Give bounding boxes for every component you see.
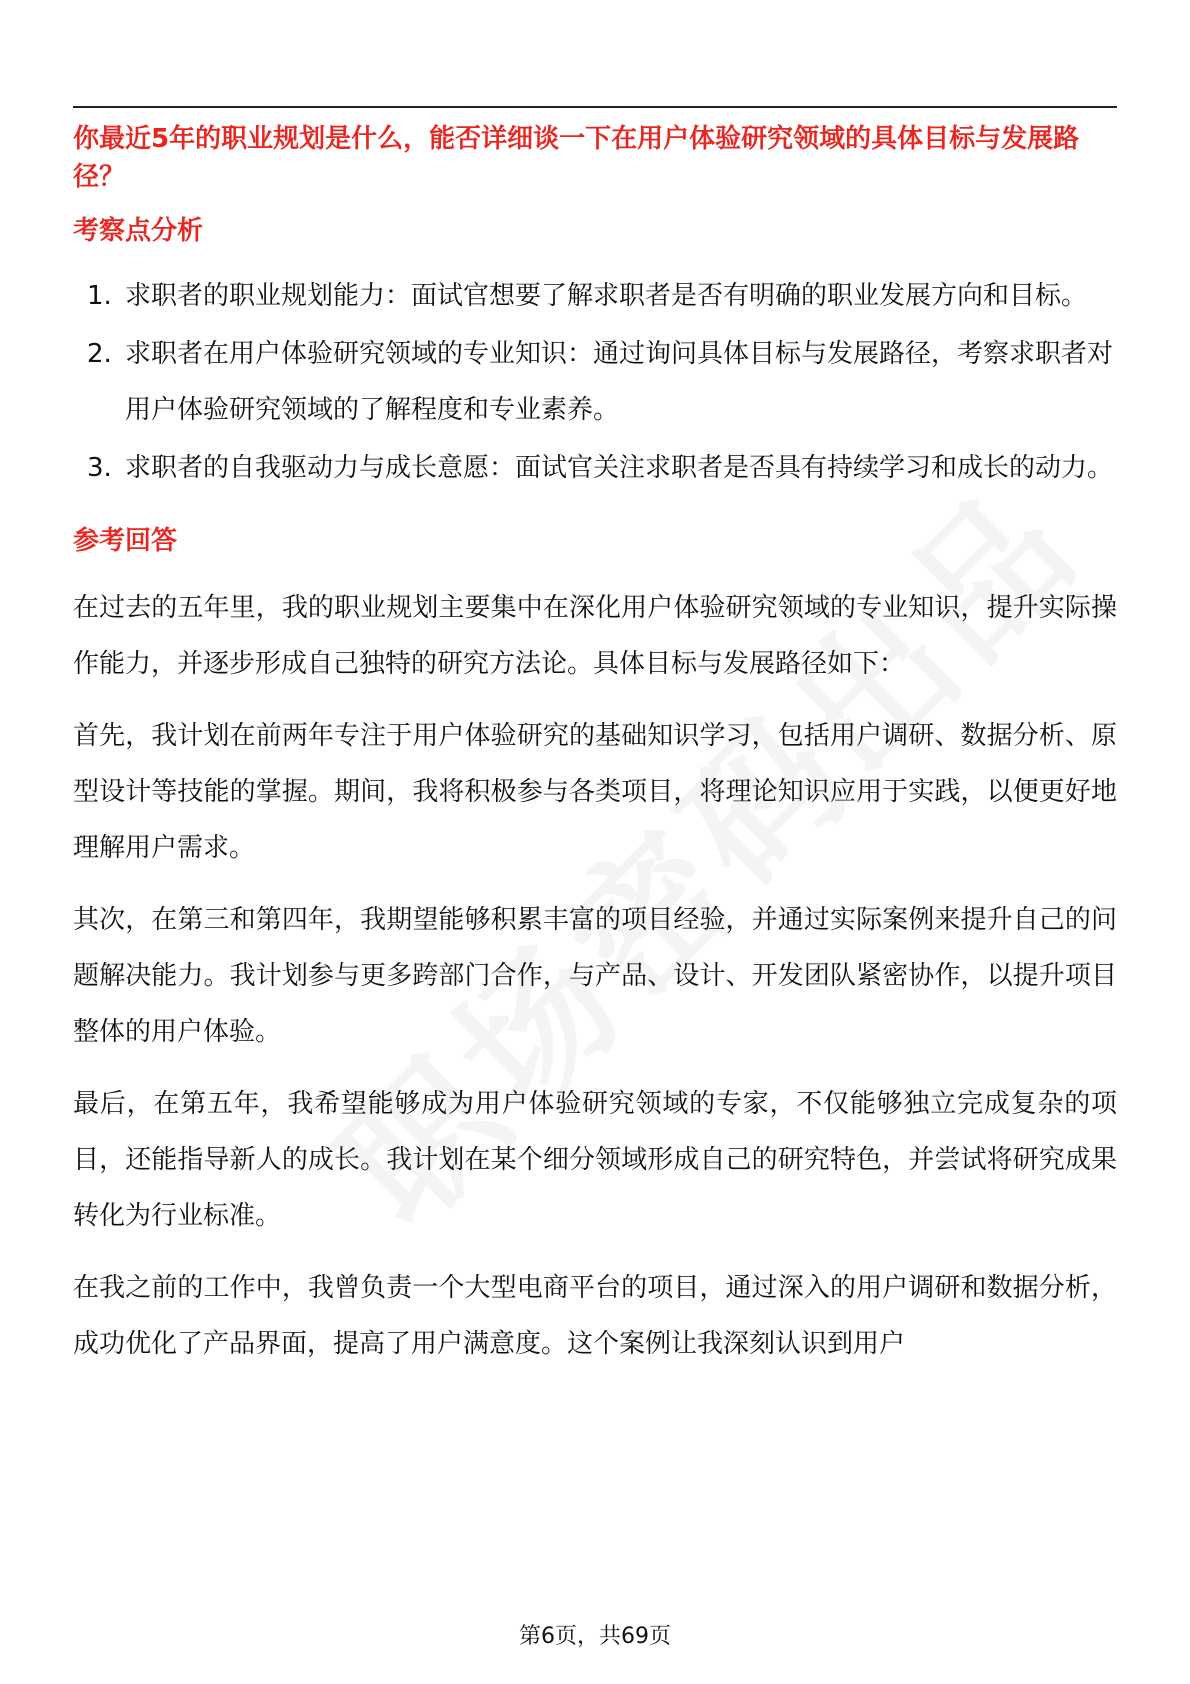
analysis-title: 考察点分析 xyxy=(73,216,204,246)
list-item-text: 求职者在用户体验研究领域的专业知识：通过询问具体目标与发展路径，考察求职者对用户体验研究领域的了解程度和专业素养。 xyxy=(125,339,1114,425)
answer-paragraph: 其次，在第三和第四年，我期望能够积累丰富的项目经验，并通过实际案例来提升自己的问题解决能力。我计划参与更多跨部门合作，与产品、设计、开发团队紧密协作，以提升项目整体的用户体验。 xyxy=(73,905,1117,1047)
list-item-number: 1. xyxy=(87,281,112,311)
list-item xyxy=(73,326,1117,438)
list-item-number: 2. xyxy=(87,339,112,369)
page-content xyxy=(73,120,1117,1372)
answer-paragraph: 最后，在第五年，我希望能够成为用户体验研究领域的专家，不仅能够独立完成复杂的项目，还能指导新人的成长。我计划在某个细分领域形成自己的研究特色，并尝试将研究成果转化为行业标准。 xyxy=(73,1089,1117,1231)
answer-paragraph: 在过去的五年里，我的职业规划主要集中在深化用户体验研究领域的专业知识，提升实际操作能力，并逐步形成自己独特的研究方法论。具体目标与发展路径如下： xyxy=(73,593,1117,679)
page-footer: 第6页，共69页 xyxy=(519,1624,671,1649)
analysis-list xyxy=(73,268,1117,496)
list-item-text: 求职者的职业规划能力：面试官想要了解求职者是否有明确的职业发展方向和目标。 xyxy=(125,281,1088,311)
list-item xyxy=(73,440,1117,496)
header-rule xyxy=(73,106,1117,108)
list-item-text: 求职者的自我驱动力与成长意愿：面试官关注求职者是否具有持续学习和成长的动力。 xyxy=(125,453,1114,483)
answer-title: 参考回答 xyxy=(73,526,178,556)
list-item xyxy=(73,268,1117,324)
list-item-number: 3. xyxy=(87,453,112,483)
question-heading: 你最近5年的职业规划是什么，能否详细谈一下在用户体验研究领域的具体目标与发展路径？ xyxy=(73,124,1080,192)
answer-paragraph: 在我之前的工作中，我曾负责一个大型电商平台的项目，通过深入的用户调研和数据分析，成功优化了产品界面，提高了用户满意度。这个案例让我深刻认识到用户 xyxy=(73,1273,1117,1359)
answer-paragraph: 首先，我计划在前两年专注于用户体验研究的基础知识学习，包括用户调研、数据分析、原型设计等技能的掌握。期间，我将积极参与各类项目，将理论知识应用于实践，以便更好地理解用户需求。 xyxy=(73,721,1117,863)
